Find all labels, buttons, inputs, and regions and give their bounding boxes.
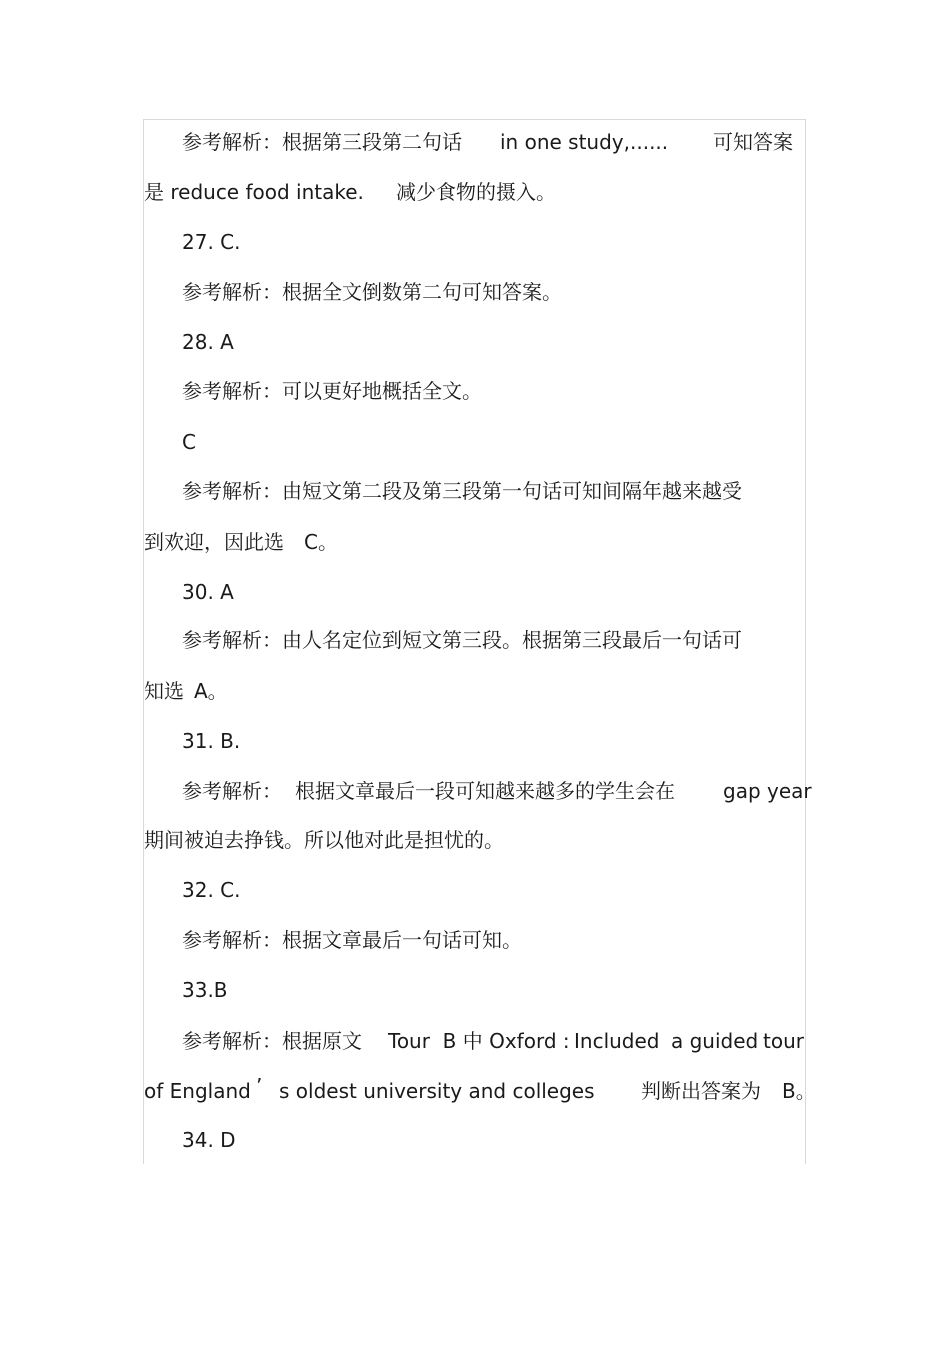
explanation-text: 参考解析：由短文第二段及第三段第一句话可知间隔年越来越受 bbox=[182, 479, 742, 503]
answer-number: 27. C. bbox=[182, 230, 241, 254]
explanation-text: 是 reduce food intake. bbox=[144, 180, 364, 204]
quote-text: of England bbox=[144, 1079, 251, 1103]
answer-number: 34. D bbox=[182, 1128, 236, 1152]
explanation-text: 根据文章最后一段可知越来越多的学生会在 bbox=[295, 779, 675, 803]
quote-text: in one study,...... bbox=[500, 130, 669, 154]
explanation-text: 参考解析：可以更好地概括全文。 bbox=[182, 379, 482, 403]
explanation-text: 可知答案 bbox=[713, 130, 793, 154]
explanation-text: 参考解析： bbox=[182, 779, 282, 803]
answer-number: 31. B. bbox=[182, 729, 241, 753]
quote-text: tour bbox=[763, 1029, 804, 1053]
quote-text: s oldest university and colleges bbox=[279, 1079, 595, 1103]
explanation-text: 知选 bbox=[144, 679, 184, 703]
apostrophe-text: ’ bbox=[256, 1074, 263, 1098]
explanation-text: C。 bbox=[304, 530, 338, 554]
quote-text: Included bbox=[574, 1029, 660, 1053]
explanation-text: 参考解析：根据全文倒数第二句可知答案。 bbox=[182, 280, 562, 304]
quote-text: a guided bbox=[671, 1029, 759, 1053]
quote-text: Tour B 中 Oxford : bbox=[388, 1029, 570, 1053]
quote-text: gap year bbox=[723, 779, 812, 803]
explanation-text: B。 bbox=[782, 1079, 816, 1103]
explanation-text: 期间被迫去挣钱。所以他对此是担忧的。 bbox=[144, 828, 504, 852]
explanation-text: 减少食物的摄入。 bbox=[396, 180, 556, 204]
explanation-text: 到欢迎，因此选 bbox=[144, 530, 284, 554]
explanation-text: 参考解析：根据第三段第二句话 bbox=[182, 130, 462, 154]
explanation-text: 参考解析：根据文章最后一句话可知。 bbox=[182, 928, 522, 952]
answer-number: 30. A bbox=[182, 580, 234, 604]
answer-number: C bbox=[182, 430, 196, 454]
answer-number: 28. A bbox=[182, 330, 234, 354]
answer-number: 32. C. bbox=[182, 878, 241, 902]
explanation-text: 参考解析：根据原文 bbox=[182, 1029, 362, 1053]
explanation-text: 判断出答案为 bbox=[641, 1079, 761, 1103]
answer-number: 33.B bbox=[182, 978, 228, 1002]
explanation-text: A。 bbox=[194, 679, 228, 703]
explanation-text: 参考解析：由人名定位到短文第三段。根据第三段最后一句话可 bbox=[182, 628, 742, 652]
